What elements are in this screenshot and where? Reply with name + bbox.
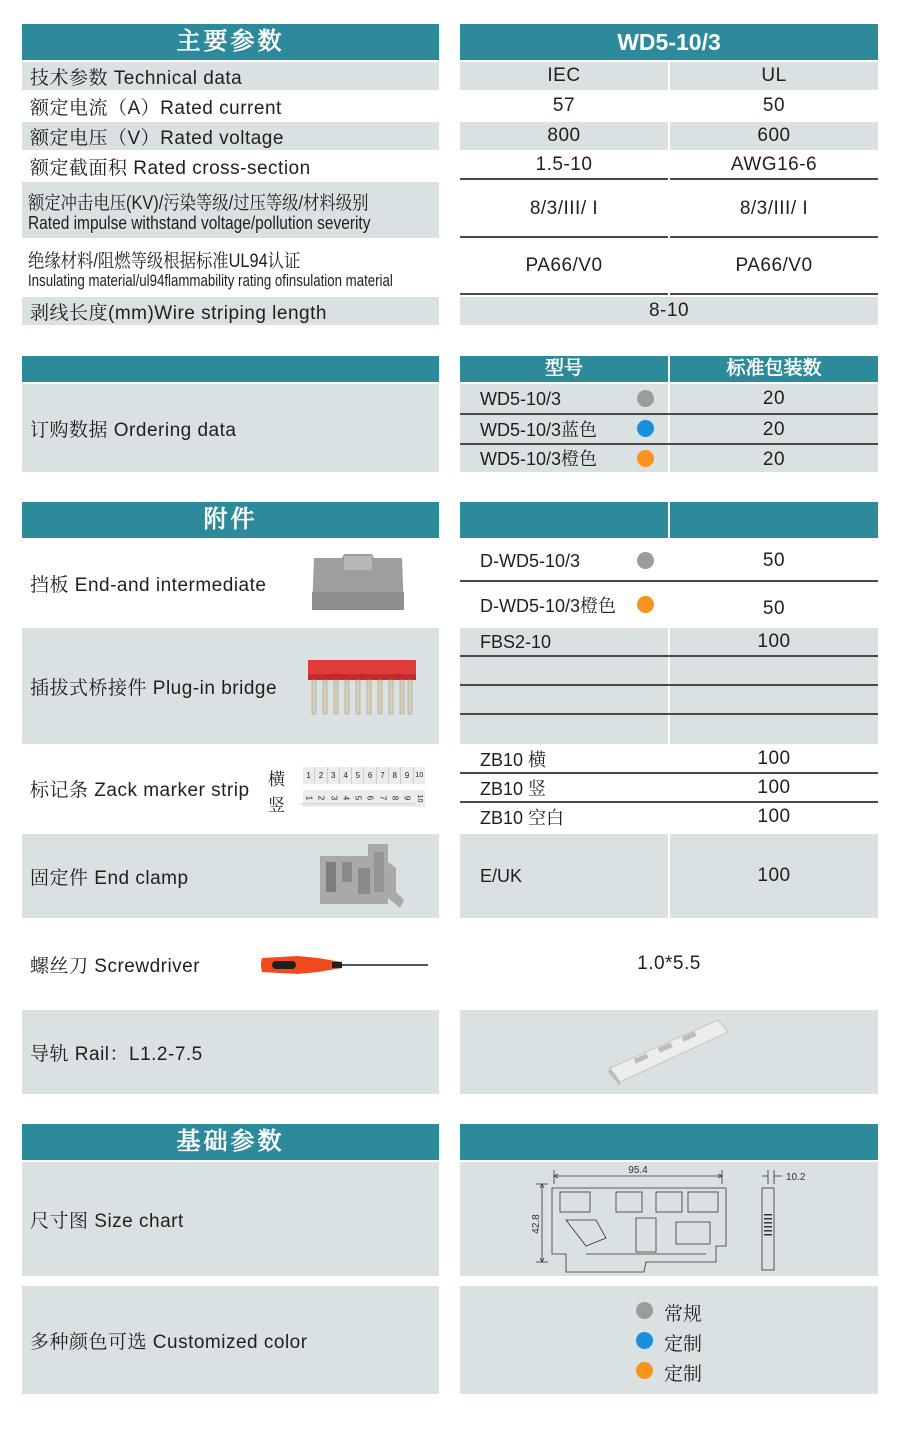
marker-number: 3 (328, 767, 340, 784)
param-label-technical: 技术参数 Technical data (22, 62, 439, 90)
marker-number: 6 (364, 767, 376, 784)
end-clamp-image (318, 842, 410, 912)
impulse-label-en: Rated impulse withstand voltage/pollution severity (28, 213, 371, 233)
color-option-2: 定制 (664, 1334, 703, 1355)
ordering-qty-3: 20 (762, 449, 786, 470)
basic-right-header (460, 1124, 878, 1160)
clamp-model: E/UK (460, 834, 668, 918)
gray-color-dot (636, 1302, 653, 1319)
marker-number: 7 (374, 792, 391, 804)
accessories-right-header-1 (460, 502, 668, 538)
marker-number: 1 (301, 792, 318, 804)
color-label: 多种颜色可选 Customized color (22, 1286, 439, 1394)
strip-length-value: 8-10 (460, 297, 878, 325)
ul-cross-section: AWG16-6 (730, 154, 818, 175)
color-option-1: 常规 (664, 1304, 703, 1325)
ordering-model-3: WD5-10/3橙色 (480, 449, 598, 469)
main-params-title: 主要参数 (22, 24, 439, 60)
marker-number: 9 (401, 767, 413, 784)
ordering-model-1: WD5-10/3 (480, 388, 562, 409)
basic-params-title: 基础参数 (22, 1124, 439, 1160)
marker-strip-vertical (303, 790, 425, 807)
end-plate-qty-1: 50 (762, 550, 786, 571)
clamp-label: 固定件 End clamp (22, 834, 439, 918)
gray-color-dot (637, 552, 654, 569)
ul-voltage: 600 (757, 125, 791, 146)
ul-material: PA66/V0 (735, 255, 813, 276)
blue-color-dot (637, 420, 654, 437)
blue-color-dot (636, 1332, 653, 1349)
accessories-right-header-2 (670, 502, 878, 538)
end-plate-image (310, 552, 406, 612)
marker-number: 9 (399, 792, 416, 804)
iec-impulse: 8/3/III/ I (529, 198, 599, 219)
iec-voltage: 800 (547, 125, 581, 146)
ul-impulse: 8/3/III/ I (739, 198, 809, 219)
end-plate-model-1: D-WD5-10/3 (480, 550, 581, 571)
clamp-qty: 100 (670, 834, 878, 918)
marker-number: 5 (352, 767, 364, 784)
dimension-thickness: 10.2 (786, 1172, 806, 1183)
col-pack-header: 标准包装数 (670, 356, 878, 382)
marker-number: 6 (362, 792, 379, 804)
marker-model-2: ZB10 竖 (480, 779, 547, 799)
ordering-model-2: WD5-10/3蓝色 (480, 420, 598, 440)
bridge-image (306, 658, 418, 716)
col-model-header: 型号 (460, 356, 668, 382)
marker-qty-2: 100 (757, 777, 791, 798)
bridge-label: 插拔式桥接件 Plug-in bridge (22, 628, 439, 744)
model-title: WD5-10/3 (460, 24, 878, 60)
marker-number: 7 (377, 767, 389, 784)
param-label-current: 额定电流（A）Rated current (30, 97, 282, 119)
end-plate-qty-2: 50 (762, 598, 786, 619)
material-label-cn: 绝缘材料/阻燃等级根据标准UL94认证 (28, 251, 301, 272)
end-plate-model-2: D-WD5-10/3橙色 (480, 596, 617, 616)
param-label-impulse (22, 182, 439, 238)
ul-current: 50 (762, 95, 786, 116)
marker-number: 3 (325, 792, 342, 804)
ordering-label: 订购数据 Ordering data (22, 384, 439, 472)
ordering-left-header (22, 356, 439, 382)
impulse-label-cn: 额定冲击电压(KV)/污染等级/过压等级/材料级别 (28, 193, 369, 214)
marker-orient-horizontal: 横 (268, 770, 285, 789)
ordering-qty-2: 20 (762, 419, 786, 440)
marker-number: 2 (313, 792, 330, 804)
dimension-width: 95.4 (628, 1165, 648, 1176)
marker-number: 5 (350, 792, 367, 804)
rail-label: 导轨 Rail：L1.2-7.5 (22, 1010, 439, 1094)
marker-qty-1: 100 (757, 748, 791, 769)
ordering-qty-1: 20 (762, 388, 786, 409)
param-label-strip: 剥线长度(mm)Wire striping length (22, 297, 439, 325)
marker-number: 10 (415, 794, 423, 803)
iec-current: 57 (552, 95, 576, 116)
dimension-height: 42.8 (531, 1214, 542, 1234)
iec-cross-section: 1.5-10 (535, 154, 593, 175)
marker-number: 1 (303, 767, 315, 784)
orange-color-dot (636, 1362, 653, 1379)
marker-strip-horizontal (303, 767, 425, 784)
marker-orient-vertical: 竖 (268, 796, 285, 815)
bridge-qty: 100 (757, 631, 791, 652)
marker-qty-3: 100 (757, 806, 791, 827)
marker-label: 标记条 Zack marker strip (30, 779, 250, 801)
marker-number: 2 (315, 767, 327, 784)
screwdriver-label: 螺丝刀 Screwdriver (30, 955, 201, 977)
end-plate-label: 挡板 End-and intermediate (30, 574, 267, 596)
marker-model-3: ZB10 空白 (480, 808, 565, 828)
marker-number: 4 (338, 792, 355, 804)
iec-header: IEC (547, 65, 581, 86)
screwdriver-image (258, 952, 430, 978)
size-chart-label: 尺寸图 Size chart (22, 1162, 439, 1276)
marker-number: 4 (340, 767, 352, 784)
gray-color-dot (637, 390, 654, 407)
marker-number: 8 (387, 792, 404, 804)
param-label-cross-section: 额定截面积 Rated cross-section (30, 157, 311, 179)
marker-number: 8 (389, 767, 401, 784)
orange-color-dot (637, 596, 654, 613)
rail-image (606, 1016, 732, 1088)
screwdriver-value: 1.0*5.5 (637, 953, 701, 974)
material-label-en: Insulating material/ul94flammability rating ofinsulation material (28, 271, 393, 290)
accessories-title: 附件 (22, 502, 439, 538)
marker-number: 10 (415, 772, 424, 779)
color-option-3: 定制 (664, 1364, 703, 1385)
marker-model-1: ZB10 横 (480, 750, 547, 770)
bridge-model: FBS2-10 (480, 631, 552, 652)
orange-color-dot (637, 450, 654, 467)
ul-header: UL (761, 65, 787, 86)
iec-material: PA66/V0 (525, 255, 603, 276)
param-label-voltage: 额定电压（V）Rated voltage (22, 122, 439, 150)
param-label-material (22, 240, 439, 294)
size-chart-drawing (526, 1162, 826, 1274)
